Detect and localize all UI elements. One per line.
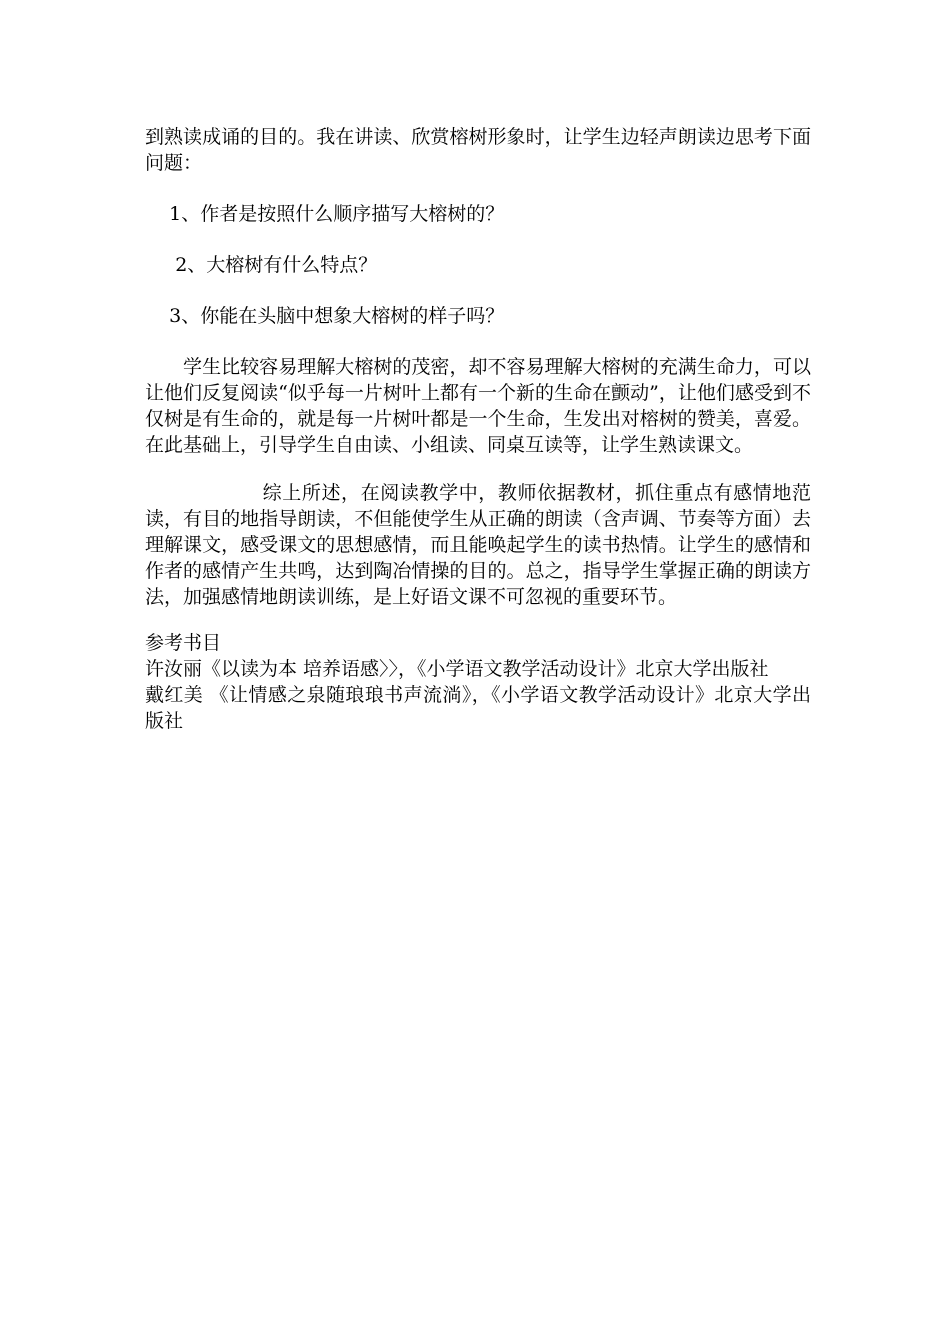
intro-paragraph: 到熟读成诵的目的。我在讲读、欣赏榕树形象时，让学生边轻声朗读边思考下面问题： xyxy=(145,126,811,174)
spacer xyxy=(145,329,811,354)
references-section xyxy=(145,630,811,734)
document-body xyxy=(145,124,811,734)
body-paragraph-conclusion: 综上所述，在阅读教学中，教师依据教材，抓住重点有感情地范读，有目的地指导朗读，不但能使学生从正确的朗读（含声调、节奏等方面）去理解课文，感受课文的思想感情，而且能唤起学生的读书热情。让学生的感情和作者的感情产生共鸣，达到陶冶情操的目的。总之，指导学生掌握正确的朗读方法，加强感情地朗读训练，是上好语文课不可忽视的重要环节。 xyxy=(145,482,811,608)
references-heading: 参考书目 xyxy=(145,632,222,654)
spacer xyxy=(145,458,811,480)
body-paragraph-practice: 学生比较容易理解大榕树的茂密，却不容易理解大榕树的充满生命力，可以让他们反复阅读“似乎每一片树叶上都有一个新的生命在颤动”，让他们感受到不仅树是有生命的，就是每一片树叶都是一个生命，生发出对榕树的赞美，喜爱。在此基础上，引导学生自由读、小组读、同桌互读等，让学生熟读课文。 xyxy=(145,356,811,456)
spacer xyxy=(145,227,811,252)
spacer xyxy=(145,610,811,630)
question-1: 1、作者是按照什么顺序描写大榕树的？ xyxy=(145,203,505,225)
spacer xyxy=(145,176,811,201)
spacer xyxy=(145,278,811,303)
question-3: 3、你能在头脑中想象大榕树的样子吗？ xyxy=(145,305,505,327)
reference-item-2: 戴红美 《让情感之泉随琅琅书声流淌》，《小学语文教学活动设计》北京大学出版社 xyxy=(145,684,811,732)
question-2: 2、大榕树有什么特点？ xyxy=(145,254,378,276)
reference-item-1: 许汝丽《以读为本 培养语感〉〉，《小学语文教学活动设计》北京大学出版社 xyxy=(145,658,769,680)
